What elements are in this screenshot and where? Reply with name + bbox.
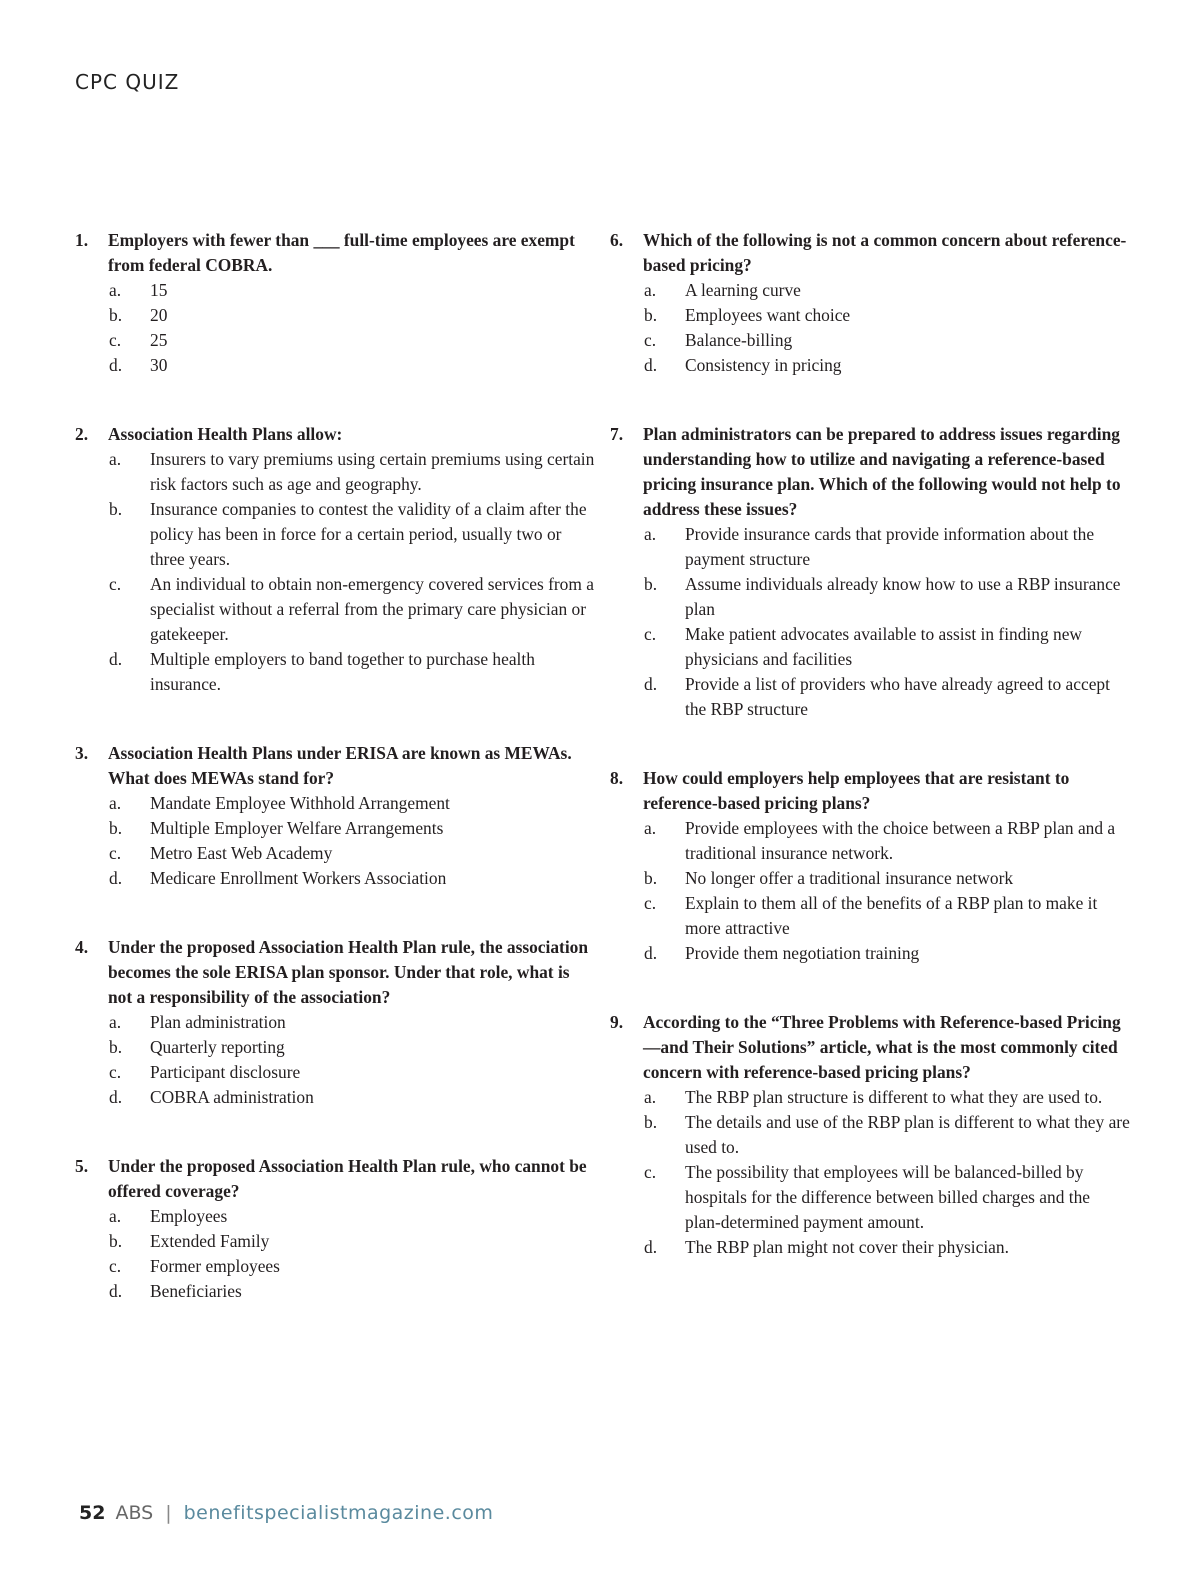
answer-option — [610, 353, 1130, 378]
answer-option — [75, 647, 595, 697]
answer-option — [610, 572, 1130, 622]
option-text: The RBP plan might not cover their physician. — [685, 1237, 1009, 1257]
option-text: Mandate Employee Withhold Arrangement — [150, 793, 450, 813]
option-letter: c. — [109, 330, 122, 350]
option-text: The details and use of the RBP plan is different to what they are used to. — [685, 1112, 1130, 1157]
answer-option — [610, 672, 1130, 722]
answer-option — [75, 866, 595, 891]
question-8 — [610, 766, 1130, 966]
question-number: 2. — [75, 424, 89, 444]
question-number: 1. — [75, 230, 89, 250]
option-letter: b. — [109, 499, 123, 519]
answer-option — [610, 1235, 1130, 1260]
option-text: Provide employees with the choice between a RBP plan and a traditional insurance network. — [685, 818, 1116, 863]
question-number: 9. — [610, 1012, 624, 1032]
question-2 — [75, 422, 595, 697]
option-letter: c. — [109, 574, 122, 594]
answer-option — [610, 941, 1130, 966]
option-letter: a. — [644, 818, 657, 838]
answer-option — [75, 1229, 595, 1254]
answer-option — [610, 866, 1130, 891]
option-letter: a. — [109, 793, 122, 813]
question-number: 5. — [75, 1156, 89, 1176]
answer-option — [75, 1035, 595, 1060]
answer-option — [610, 622, 1130, 672]
answer-option — [610, 1160, 1130, 1235]
option-text: Provide them negotiation training — [685, 943, 920, 963]
option-text: The RBP plan structure is different to what they are used to. — [685, 1087, 1103, 1107]
option-text: Insurers to vary premiums using certain premiums using certain risk factors such as age and geography. — [150, 449, 595, 494]
question-text: Employers with fewer than ___ full-time employees are exempt from federal COBRA. — [108, 230, 575, 275]
option-letter: d. — [109, 1281, 123, 1301]
option-letter: a. — [109, 1206, 122, 1226]
question-number: 7. — [610, 424, 624, 444]
question-7 — [610, 422, 1130, 722]
option-letter: d. — [109, 355, 123, 375]
answer-option — [75, 1279, 595, 1304]
option-letter: a. — [644, 524, 657, 544]
option-text: Metro East Web Academy — [150, 843, 333, 863]
footer-separator: | — [165, 1502, 172, 1524]
option-text: 15 — [150, 280, 168, 300]
option-text: 30 — [150, 355, 168, 375]
question-text: Which of the following is not a common concern about reference-based pricing? — [643, 230, 1127, 275]
option-letter: b. — [644, 868, 658, 888]
question-text: Under the proposed Association Health Plan rule, who cannot be offered coverage? — [108, 1156, 587, 1201]
option-letter: b. — [644, 1112, 658, 1132]
option-letter: d. — [644, 1237, 658, 1257]
answer-option — [75, 572, 595, 647]
question-9 — [610, 1010, 1130, 1260]
option-letter: b. — [109, 305, 123, 325]
question-number: 8. — [610, 768, 624, 788]
option-text: Medicare Enrollment Workers Association — [150, 868, 447, 888]
right-column — [610, 228, 1130, 1304]
question-5 — [75, 1154, 595, 1304]
option-text: Provide a list of providers who have already agreed to accept the RBP structure — [685, 674, 1110, 719]
option-letter: a. — [109, 280, 122, 300]
option-text: Insurance companies to contest the validity of a claim after the policy has been in force for a certain period, usually two or three years. — [150, 499, 587, 569]
option-text: Multiple Employer Welfare Arrangements — [150, 818, 444, 838]
option-letter: a. — [644, 1087, 657, 1107]
answer-option — [75, 353, 595, 378]
option-letter: a. — [109, 1012, 122, 1032]
option-text: Participant disclosure — [150, 1062, 301, 1082]
option-letter: c. — [644, 1162, 657, 1182]
option-letter: c. — [109, 843, 122, 863]
answer-option — [75, 447, 595, 497]
option-letter: a. — [644, 280, 657, 300]
question-text: Under the proposed Association Health Plan rule, the association becomes the sole ERISA plan sponsor. Under that role, what is not a responsibility of the association? — [108, 937, 589, 1007]
option-text: Make patient advocates available to assist in finding new physicians and facilities — [685, 624, 1082, 669]
answer-option — [75, 1010, 595, 1035]
option-text: Extended Family — [150, 1231, 270, 1251]
answer-option — [75, 1085, 595, 1110]
option-letter: c. — [109, 1062, 122, 1082]
option-text: Multiple employers to band together to purchase health insurance. — [150, 649, 535, 694]
section-title: CPC QUIZ — [75, 70, 180, 94]
option-text: No longer offer a traditional insurance network — [685, 868, 1014, 888]
answer-option — [75, 816, 595, 841]
answer-option — [75, 328, 595, 353]
answer-option — [75, 791, 595, 816]
option-text: Quarterly reporting — [150, 1037, 285, 1057]
option-letter: b. — [109, 1231, 123, 1251]
question-text: Plan administrators can be prepared to address issues regarding understanding how to utilize and navigating a reference-based pricing insurance plan. Which of the following would not help to address these issues? — [643, 424, 1121, 519]
option-letter: d. — [109, 649, 123, 669]
answer-option — [610, 891, 1130, 941]
option-text: COBRA administration — [150, 1087, 314, 1107]
option-text: The possibility that employees will be balanced-billed by hospitals for the difference between billed charges and the plan-determined payment amount. — [685, 1162, 1090, 1232]
option-text: An individual to obtain non-emergency covered services from a specialist without a referral from the primary care physician or gatekeeper. — [150, 574, 594, 644]
option-letter: d. — [109, 1087, 123, 1107]
option-letter: d. — [644, 355, 658, 375]
question-text: How could employers help employees that are resistant to reference-based pricing plans? — [643, 768, 1070, 813]
option-text: 20 — [150, 305, 168, 325]
question-6 — [610, 228, 1130, 378]
option-letter: d. — [644, 674, 658, 694]
option-letter: b. — [644, 305, 658, 325]
publication-name: ABS — [115, 1502, 154, 1524]
answer-option — [610, 522, 1130, 572]
option-letter: a. — [109, 449, 122, 469]
answer-option — [75, 1254, 595, 1279]
answer-option — [610, 328, 1130, 353]
option-text: Balance-billing — [685, 330, 793, 350]
option-letter: c. — [644, 330, 657, 350]
option-letter: c. — [109, 1256, 122, 1276]
option-text: Plan administration — [150, 1012, 286, 1032]
question-1 — [75, 228, 595, 378]
answer-option — [610, 816, 1130, 866]
option-text: 25 — [150, 330, 168, 350]
answer-option — [610, 1085, 1130, 1110]
left-column — [75, 228, 595, 1348]
option-letter: d. — [644, 943, 658, 963]
question-3 — [75, 741, 595, 891]
answer-option — [610, 303, 1130, 328]
question-text: Association Health Plans under ERISA are known as MEWAs. What does MEWAs stand for? — [108, 743, 572, 788]
answer-option — [75, 1060, 595, 1085]
option-text: Assume individuals already know how to use a RBP insurance plan — [685, 574, 1121, 619]
answer-option — [75, 303, 595, 328]
answer-option — [75, 278, 595, 303]
question-number: 3. — [75, 743, 89, 763]
option-text: A learning curve — [685, 280, 801, 300]
option-letter: d. — [109, 868, 123, 888]
question-number: 4. — [75, 937, 89, 957]
answer-option — [75, 497, 595, 572]
page-number: 52 — [79, 1502, 106, 1524]
question-4 — [75, 935, 595, 1110]
option-letter: c. — [644, 893, 657, 913]
option-text: Former employees — [150, 1256, 280, 1276]
question-number: 6. — [610, 230, 624, 250]
option-text: Explain to them all of the benefits of a RBP plan to make it more attractive — [685, 893, 1098, 938]
page-footer — [79, 1502, 493, 1524]
option-letter: c. — [644, 624, 657, 644]
answer-option — [75, 841, 595, 866]
question-text: According to the “Three Problems with Reference-based Pricing—and Their Solutions” article, what is the most commonly cited concern with reference-based pricing plans? — [643, 1012, 1121, 1082]
option-text: Beneficiaries — [150, 1281, 242, 1301]
option-text: Employees — [150, 1206, 228, 1226]
question-text: Association Health Plans allow: — [108, 424, 343, 444]
website-link[interactable]: benefitspecialistmagazine.com — [183, 1502, 494, 1524]
option-text: Employees want choice — [685, 305, 851, 325]
answer-option — [610, 278, 1130, 303]
option-letter: b. — [109, 818, 123, 838]
answer-option — [610, 1110, 1130, 1160]
option-text: Provide insurance cards that provide information about the payment structure — [685, 524, 1095, 569]
option-letter: b. — [109, 1037, 123, 1057]
option-letter: b. — [644, 574, 658, 594]
answer-option — [75, 1204, 595, 1229]
option-text: Consistency in pricing — [685, 355, 842, 375]
